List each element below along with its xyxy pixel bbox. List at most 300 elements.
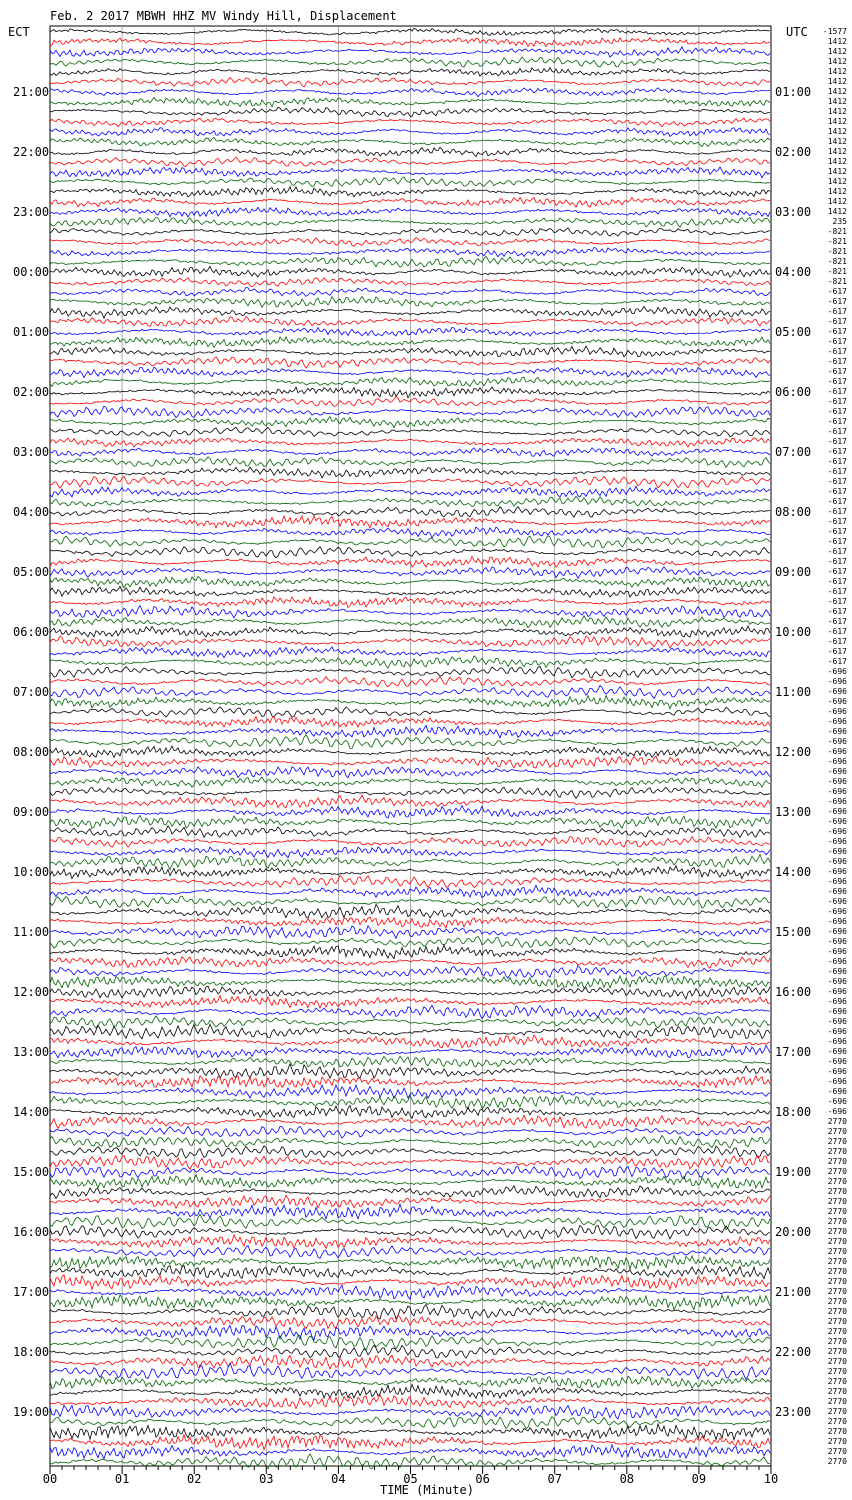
seismic-trace (50, 38, 770, 47)
seismic-trace (50, 57, 770, 67)
seismic-trace (50, 147, 770, 156)
trace-scale-label: -617 (827, 657, 847, 666)
trace-scale-label: -696 (827, 847, 847, 856)
seismic-trace (50, 256, 770, 267)
left-hour-label: 23:00 (13, 205, 50, 219)
trace-scale-label: -696 (827, 777, 847, 786)
trace-scale-label: -696 (827, 677, 847, 686)
trace-scale-label: 1412 (827, 87, 847, 96)
trace-scale-label: 2770 (827, 1287, 847, 1296)
right-hour-label: 20:00 (775, 1225, 812, 1239)
trace-scale-label: -1577 (822, 27, 847, 36)
left-hour-label: 21:00 (13, 85, 50, 99)
trace-scale-label: -821 (827, 227, 847, 236)
trace-scale-label: 1412 (827, 117, 847, 126)
seismic-trace (50, 266, 770, 277)
trace-scale-label: -617 (827, 467, 847, 476)
trace-scale-label: 1412 (827, 77, 847, 86)
seismic-trace (50, 207, 770, 217)
trace-scale-label: -821 (827, 277, 847, 286)
trace-scale-label: -617 (827, 447, 847, 456)
left-hour-label: 12:00 (13, 985, 50, 999)
seismic-trace (50, 438, 770, 447)
seismic-trace (50, 1445, 770, 1459)
seismic-trace (50, 1415, 770, 1428)
trace-scale-label: 2770 (827, 1227, 847, 1236)
seismic-trace (50, 937, 770, 948)
right-hour-label: 16:00 (775, 985, 812, 999)
trace-scale-label: -696 (827, 737, 847, 746)
trace-scale-label: 2770 (827, 1427, 847, 1436)
trace-scale-label: 2770 (827, 1257, 847, 1266)
seismic-trace (50, 527, 770, 538)
trace-scale-label: -617 (827, 407, 847, 416)
seismic-trace (50, 297, 770, 308)
seismic-trace (50, 128, 770, 137)
trace-scale-label: -696 (827, 1097, 847, 1106)
trace-scale-label: 2770 (827, 1447, 847, 1456)
trace-scale-label: -821 (827, 237, 847, 246)
trace-scale-label: -617 (827, 477, 847, 486)
seismic-trace (50, 1195, 770, 1208)
trace-scale-label: 1412 (827, 177, 847, 186)
seismic-trace (50, 536, 770, 548)
seismic-trace (50, 1245, 770, 1258)
trace-scale-label: 2770 (827, 1147, 847, 1156)
trace-scale-label: -696 (827, 927, 847, 936)
seismic-trace (50, 1095, 770, 1109)
seismic-trace (50, 875, 770, 887)
right-hour-label: 08:00 (775, 505, 812, 519)
trace-scale-label: -696 (827, 1047, 847, 1056)
right-timezone-label: UTC (786, 25, 808, 39)
trace-scale-label: -696 (827, 837, 847, 846)
seismic-trace (50, 636, 770, 648)
x-tick-label: 07 (547, 1472, 562, 1486)
trace-scale-label: 1412 (827, 127, 847, 136)
x-tick-label: 06 (475, 1472, 490, 1486)
left-hour-label: 14:00 (13, 1105, 50, 1119)
right-hour-label: 06:00 (775, 385, 812, 399)
seismic-trace (50, 606, 770, 618)
seismic-trace (50, 1435, 770, 1450)
seismic-trace (50, 787, 770, 798)
seismic-trace (50, 1316, 770, 1329)
seismic-trace (50, 1204, 770, 1219)
seismic-trace (50, 956, 770, 968)
seismic-trace (50, 996, 770, 1008)
trace-scale-label: -617 (827, 437, 847, 446)
trace-scale-label: 2770 (827, 1117, 847, 1126)
left-timezone-label: ECT (8, 25, 30, 39)
trace-scale-label: 2770 (827, 1267, 847, 1276)
trace-scale-label: 2770 (827, 1327, 847, 1336)
seismic-trace (50, 716, 770, 727)
seismic-trace (50, 337, 770, 348)
x-tick-label: 05 (403, 1472, 418, 1486)
trace-scale-label: -617 (827, 347, 847, 356)
trace-scale-label: -617 (827, 627, 847, 636)
trace-scale-label: 1412 (827, 57, 847, 66)
seismic-trace (50, 806, 770, 819)
seismic-trace (50, 1024, 770, 1038)
seismic-trace (50, 855, 770, 870)
seismic-trace (50, 397, 770, 407)
right-hour-label: 12:00 (775, 745, 812, 759)
seismic-trace (50, 726, 770, 738)
trace-scale-label: -696 (827, 1077, 847, 1086)
seismic-trace (50, 1225, 770, 1239)
trace-scale-label: -617 (827, 397, 847, 406)
trace-scale-label: -696 (827, 937, 847, 946)
trace-scale-label: 2770 (827, 1377, 847, 1386)
trace-scale-label: -617 (827, 497, 847, 506)
seismic-trace (50, 1214, 770, 1229)
seismic-trace (50, 576, 770, 587)
seismic-trace (50, 217, 770, 227)
seismic-trace (50, 1046, 770, 1058)
right-hour-label: 14:00 (775, 865, 812, 879)
trace-scale-label: -617 (827, 367, 847, 376)
trace-scale-label: -696 (827, 807, 847, 816)
trace-scale-label: -617 (827, 507, 847, 516)
x-tick-label: 03 (259, 1472, 274, 1486)
trace-scale-label: 2770 (827, 1277, 847, 1286)
left-hour-label: 03:00 (13, 445, 50, 459)
trace-scale-label: -696 (827, 827, 847, 836)
seismic-trace (50, 746, 770, 757)
trace-scale-label: -696 (827, 707, 847, 716)
right-hour-label: 09:00 (775, 565, 812, 579)
seismic-trace (50, 1255, 770, 1269)
x-tick-label: 00 (42, 1472, 58, 1486)
trace-scale-label: 2770 (827, 1397, 847, 1406)
seismic-trace (50, 1355, 770, 1369)
trace-scale-label: 2770 (827, 1197, 847, 1206)
trace-scale-label: -617 (827, 327, 847, 336)
seismic-trace (50, 457, 770, 468)
right-hour-label: 17:00 (775, 1045, 812, 1059)
trace-scale-label: -696 (827, 757, 847, 766)
seismic-trace (50, 1115, 770, 1128)
trace-scale-label: 1412 (827, 147, 847, 156)
left-hour-labels (13, 85, 49, 1419)
trace-scale-label: -617 (827, 417, 847, 426)
trace-scale-label: -696 (827, 667, 847, 676)
trace-scale-label: -696 (827, 1037, 847, 1046)
seismic-trace (50, 377, 770, 386)
trace-scale-label: -617 (827, 427, 847, 436)
seismic-trace (50, 1076, 770, 1088)
seismic-trace (50, 707, 770, 717)
right-hour-label: 19:00 (775, 1165, 812, 1179)
seismic-trace (50, 557, 770, 568)
trace-scale-label: -617 (827, 457, 847, 466)
seismic-trace (50, 238, 770, 247)
seismic-trace (50, 228, 770, 236)
seismic-trace (50, 357, 770, 368)
seismic-trace (50, 885, 770, 897)
trace-scale-label: 2770 (827, 1247, 847, 1256)
trace-scale-label: 2770 (827, 1367, 847, 1376)
seismic-trace (50, 1035, 770, 1048)
trace-scale-label: -617 (827, 567, 847, 576)
trace-scale-label: 1412 (827, 207, 847, 216)
trace-scale-label: 2770 (827, 1127, 847, 1136)
trace-scale-label: -696 (827, 817, 847, 826)
left-hour-label: 06:00 (13, 625, 50, 639)
x-tick-label: 04 (331, 1472, 346, 1486)
seismic-trace (50, 1345, 770, 1358)
right-hour-label: 18:00 (775, 1105, 812, 1119)
seismic-trace (50, 516, 770, 528)
seismic-trace (50, 278, 770, 287)
seismic-trace (50, 1146, 770, 1158)
left-hour-label: 07:00 (13, 685, 50, 699)
trace-scale-label: -821 (827, 257, 847, 266)
seismic-trace (50, 597, 770, 608)
seismic-trace (50, 945, 770, 959)
seismic-trace (50, 1266, 770, 1279)
left-hour-label: 16:00 (13, 1225, 50, 1239)
seismic-trace (50, 367, 770, 377)
seismic-trace (50, 1016, 770, 1028)
trace-scale-label: -696 (827, 957, 847, 966)
trace-scale-label: -696 (827, 717, 847, 726)
right-hour-label: 13:00 (775, 805, 812, 819)
seismic-trace (50, 1156, 770, 1170)
seismic-trace (50, 976, 770, 989)
trace-scale-label: -696 (827, 1087, 847, 1096)
seismic-trace (50, 448, 770, 457)
trace-scale-label: -696 (827, 1057, 847, 1066)
trace-scale-label: -617 (827, 287, 847, 296)
trace-scale-label: -696 (827, 767, 847, 776)
trace-scale-label: 2770 (827, 1157, 847, 1166)
trace-scale-label: 2770 (827, 1417, 847, 1426)
trace-scale-label: -696 (827, 857, 847, 866)
seismic-trace (50, 317, 770, 327)
trace-scale-label: 2770 (827, 1457, 847, 1466)
trace-scale-label: -617 (827, 297, 847, 306)
seismic-trace (50, 167, 770, 178)
chart-title: Feb. 2 2017 MBWH HHZ MV Windy Hill, Displacement (50, 9, 397, 23)
trace-scale-label: 1412 (827, 197, 847, 206)
trace-scale-label: -696 (827, 877, 847, 886)
left-hour-label: 00:00 (13, 265, 50, 279)
seismic-trace (50, 1325, 770, 1340)
trace-scale-label: 2770 (827, 1347, 847, 1356)
seismic-trace (50, 507, 770, 517)
trace-scale-label: -617 (827, 487, 847, 496)
seismic-trace (50, 777, 770, 787)
trace-scale-label: 2770 (827, 1307, 847, 1316)
seismic-trace (50, 926, 770, 939)
left-hour-label: 15:00 (13, 1165, 50, 1179)
trace-scale-label: -696 (827, 867, 847, 876)
left-hour-label: 02:00 (13, 385, 50, 399)
left-hour-label: 09:00 (13, 805, 50, 819)
trace-scale-label: 2770 (827, 1217, 847, 1226)
seismic-trace (50, 647, 770, 658)
left-hour-label: 18:00 (13, 1345, 50, 1359)
trace-scale-label: 2770 (827, 1337, 847, 1346)
x-tick-label: 10 (763, 1472, 779, 1486)
seismic-trace (50, 486, 770, 497)
trace-scale-label: -696 (827, 697, 847, 706)
trace-scale-label: 2770 (827, 1357, 847, 1366)
trace-scale-label: -696 (827, 897, 847, 906)
seismic-trace (50, 28, 770, 35)
trace-scale-label: -696 (827, 977, 847, 986)
trace-scale-label: -696 (827, 967, 847, 976)
seismic-trace (50, 1405, 770, 1419)
right-hour-label: 07:00 (775, 445, 812, 459)
trace-scale-label: 2770 (827, 1387, 847, 1396)
seismic-trace (50, 1005, 770, 1019)
trace-scale-label: 2770 (827, 1317, 847, 1326)
trace-scale-label: -696 (827, 917, 847, 926)
seismic-trace (50, 157, 770, 166)
trace-scale-label: -821 (827, 267, 847, 276)
trace-scale-labels (823, 27, 847, 1466)
seismic-trace (50, 1235, 770, 1249)
right-hour-label: 15:00 (775, 925, 812, 939)
trace-scale-label: -617 (827, 617, 847, 626)
trace-scale-label: 1412 (827, 137, 847, 146)
trace-scale-label: -696 (827, 997, 847, 1006)
seismic-trace (50, 137, 770, 146)
trace-scale-label: -617 (827, 577, 847, 586)
seismic-trace (50, 118, 770, 127)
trace-scale-label: 1412 (827, 37, 847, 46)
seismic-trace (50, 68, 770, 77)
trace-scale-label: -696 (827, 727, 847, 736)
seismic-trace (50, 406, 770, 418)
left-hour-label: 19:00 (13, 1405, 50, 1419)
seismic-trace (50, 735, 770, 748)
right-hour-labels (775, 85, 811, 1419)
trace-scale-label: -617 (827, 607, 847, 616)
seismic-trace (50, 756, 770, 768)
seismic-trace (50, 1395, 770, 1409)
seismic-trace (50, 666, 770, 678)
trace-scale-label: -617 (827, 637, 847, 646)
seismic-trace (50, 1135, 770, 1148)
trace-scale-label: -696 (827, 687, 847, 696)
seismic-trace (50, 896, 770, 908)
left-hour-label: 10:00 (13, 865, 50, 879)
trace-scale-label: 2770 (827, 1187, 847, 1196)
trace-scale-label: -617 (827, 307, 847, 316)
seismic-trace (50, 1056, 770, 1067)
seismic-trace (50, 417, 770, 428)
trace-scale-label: -696 (827, 1007, 847, 1016)
seismic-trace (50, 187, 770, 197)
seismic-trace (50, 1186, 770, 1199)
right-hour-label: 01:00 (775, 85, 812, 99)
trace-scale-label: 2770 (827, 1237, 847, 1246)
x-tick-label: 09 (691, 1472, 707, 1486)
seismic-trace (50, 47, 770, 57)
seismic-trace (50, 427, 770, 436)
trace-scale-label: -617 (827, 537, 847, 546)
seismic-trace (50, 917, 770, 928)
seismic-trace (50, 346, 770, 357)
left-hour-label: 17:00 (13, 1285, 50, 1299)
trace-scale-label: 2770 (827, 1207, 847, 1216)
trace-scale-label: 2770 (827, 1407, 847, 1416)
trace-scale-label: -617 (827, 357, 847, 366)
x-axis-label: TIME (Minute) (380, 1483, 474, 1497)
seismic-trace (50, 695, 770, 708)
left-hour-label: 08:00 (13, 745, 50, 759)
trace-scale-label: 2770 (827, 1297, 847, 1306)
trace-scale-label: 1412 (827, 97, 847, 106)
trace-scale-label: -696 (827, 947, 847, 956)
seismic-trace (50, 98, 770, 107)
trace-scale-label: -821 (827, 247, 847, 256)
seismic-traces (50, 28, 770, 1468)
trace-scale-label: 2770 (827, 1167, 847, 1176)
trace-scale-label: 1412 (827, 67, 847, 76)
seismic-trace (50, 387, 770, 398)
trace-scale-label: -696 (827, 1017, 847, 1026)
seismic-trace (50, 307, 770, 319)
seismic-trace (50, 616, 770, 628)
left-hour-label: 05:00 (13, 565, 50, 579)
trace-scale-label: 1412 (827, 167, 847, 176)
seismic-trace (50, 547, 770, 558)
trace-scale-label: -696 (827, 907, 847, 916)
seismic-trace (50, 177, 770, 187)
trace-scale-label: 1412 (827, 47, 847, 56)
left-hour-label: 22:00 (13, 145, 50, 159)
trace-scale-label: 1412 (827, 187, 847, 196)
trace-scale-label: -696 (827, 887, 847, 896)
trace-scale-label: -696 (827, 797, 847, 806)
trace-scale-label: -617 (827, 647, 847, 656)
trace-scale-label: -696 (827, 1107, 847, 1116)
trace-scale-label: -696 (827, 747, 847, 756)
seismic-trace (50, 248, 770, 257)
seismic-trace (50, 816, 770, 829)
x-tick-label: 02 (186, 1472, 202, 1486)
x-tick-label: 01 (114, 1472, 130, 1486)
right-hour-label: 22:00 (775, 1345, 812, 1359)
x-tick-label: 08 (619, 1472, 635, 1486)
right-hour-label: 02:00 (775, 145, 812, 159)
trace-scale-label: -617 (827, 317, 847, 326)
right-hour-label: 10:00 (775, 625, 812, 639)
trace-scale-label: -696 (827, 1067, 847, 1076)
seismic-trace (50, 1175, 770, 1189)
trace-scale-label: -696 (827, 987, 847, 996)
seismic-trace (50, 88, 770, 97)
seismic-trace (50, 197, 770, 207)
right-hour-label: 21:00 (775, 1285, 812, 1299)
right-hour-label: 03:00 (775, 205, 812, 219)
seismic-trace (50, 1305, 770, 1320)
seismic-trace (50, 287, 770, 296)
seismic-trace (50, 656, 770, 668)
trace-scale-label: -617 (827, 587, 847, 596)
seismic-trace (50, 677, 770, 687)
seismic-trace (50, 847, 770, 858)
right-hour-label: 11:00 (775, 685, 812, 699)
trace-scale-label: -696 (827, 1027, 847, 1036)
seismic-trace (50, 586, 770, 597)
